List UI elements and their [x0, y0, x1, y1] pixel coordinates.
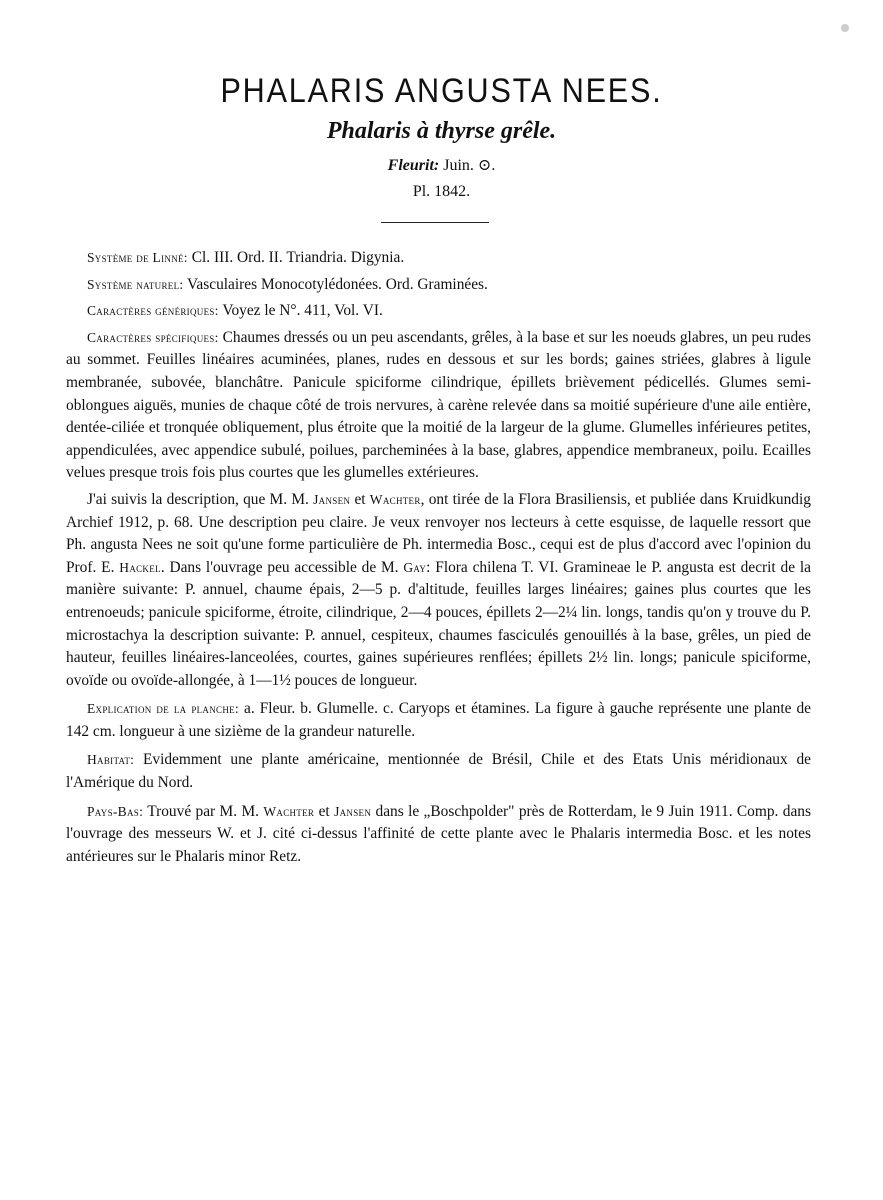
paysbas-paragraph	[66, 801, 811, 869]
plate-number: Pl. 1842.	[412, 183, 471, 200]
page-title: PHALARIS ANGUSTA NEES.	[220, 72, 663, 110]
generiques-paragraph	[66, 300, 811, 323]
title-divider	[381, 222, 489, 223]
naturel-paragraph	[66, 274, 811, 297]
conjunction-et: et	[354, 490, 366, 508]
author-jansen: Jansen	[313, 491, 351, 507]
habitat-label: Habitat:	[87, 752, 135, 768]
page-subtitle: Phalaris à thyrse grêle.	[326, 118, 557, 144]
generiques-label: Caractères génériques:	[87, 303, 219, 319]
generiques-text: Voyez le N°. 411, Vol. VI.	[222, 302, 383, 320]
habitat-text: Evidemment une plante américaine, mentionnée de Brésil, Chile et des Etats Unis méridionaux de l'Amérique du Nord.	[66, 751, 811, 792]
document-body	[66, 247, 811, 872]
flowering-line	[0, 155, 883, 175]
specifiques-text: Chaumes dressés ou un peu ascendants, grêles, à la base et sur les noeuds glabres, un peu rudes au sommet. Feuilles linéaires acuminées, planes, rudes en dessous et sur les bords; gaines striées, glabres à ligule membranée, subovée, blanchâtre. Panicule spiciforme cilindrique, épillets brièvement pédicellés. Glumes semi-oblongues aiguës, munies de chaque côté de trois nervures, à carène relevée dans sa moitié supérieure d'une aile entière, dentée-ciliée et tronquée obliquement, plus étroite que la moitié de la largeur de la glume. Glumelles inférieures petites, appendiculées, avec appendice subulé, poilues, parcheminées à la base, glabres, appendice membraneux, poilu. Ecailles velues presque trois fois plus courtes que les glumelles extérieures.	[66, 328, 811, 482]
specifiques-paragraph	[66, 327, 811, 485]
author-jansen-2: Jansen	[334, 803, 372, 819]
explication-label: Explication de la planche:	[87, 701, 239, 717]
linne-text: Cl. III. Ord. II. Triandria. Digynia.	[191, 249, 405, 266]
paysbas-text-a: Trouvé par M. M.	[147, 802, 259, 820]
author-wachter: Wachter	[369, 491, 421, 507]
remarks-paragraph	[66, 489, 811, 692]
author-gay: Gay	[403, 559, 427, 575]
author-hackel: Hackel	[119, 559, 161, 575]
remarks-text-b: , ont tirée de la Flora Brasiliensis, et publiée dans Kruidkundig Archief 1912, p. 68. Une description peu claire. Je veux renvoyer nos lecteurs à cette esquisse, de laquelle ressort que Ph. angusta Nees ne soit qu'une forme particulière de Ph. intermedia Bosc., cequi est de plus d'accord avec l'opinion du Prof. E.	[66, 490, 811, 576]
paysbas-text-b: dans le „Boschpolder" près de Rotterdam, le 9 Juin 1911. Comp. dans l'ouvrage des messeurs W. et J. cité ci-dessus l'affinité de cette plante avec le Phalaris intermedia Bosc. et les notes antérieures sur le Phalaris minor Retz.	[66, 802, 811, 865]
remarks-text-d: : Flora chilena T. VI. Gramineae le P. angusta est decrit de la manière suivante: P. annuel, chaume épais, 2—5 p. d'altitude, feuilles larges linéaires; gaines plus courtes que les entrenoeuds; panicule spiciforme, étroite, cilindrique, 2—4 pouces, épillets 2—2¼ lin. longs, tandis qu'on y trouve du P. microstachya la description suivante: P. annuel, cespiteux, chaumes fasciculés genouillés à la base, grêles, un pied de hauteur, feuilles linéaires-lanceolées, courtes, gaines supérieures renflées; épillets 2½ lin. longs; panicule spiciforme, ovoïde ou ovoïde-allongée, à 1—1½ pouces de longueur.	[66, 558, 811, 689]
paysbas-label: Pays-Bas:	[87, 803, 144, 819]
flowering-label: Fleurit:	[387, 157, 440, 174]
scan-speck	[841, 24, 849, 32]
explication-paragraph	[66, 698, 811, 743]
explication-text: a. Fleur. b. Glumelle. c. Caryops et étamines. La figure à gauche représente une plante de 142 cm. longueur à une sizième de la grandeur naturelle.	[66, 700, 811, 740]
specifiques-label: Caractères spécifiques:	[87, 329, 219, 345]
naturel-label: Système naturel:	[87, 276, 184, 292]
habitat-paragraph	[66, 749, 811, 794]
remarks-text-c: . Dans l'ouvrage peu accessible de M.	[160, 558, 399, 576]
linne-label: Système de Linné:	[87, 250, 188, 265]
linne-paragraph	[66, 247, 811, 270]
remarks-text-a: J'ai suivis la description, que M. M.	[87, 490, 309, 508]
naturel-text: Vasculaires Monocotylédonées. Ord. Graminées.	[187, 275, 488, 293]
conjunction-et-2: et	[318, 802, 330, 820]
flowering-value: Juin. ⊙.	[443, 157, 496, 174]
author-wachter-2: Wachter	[263, 803, 315, 819]
